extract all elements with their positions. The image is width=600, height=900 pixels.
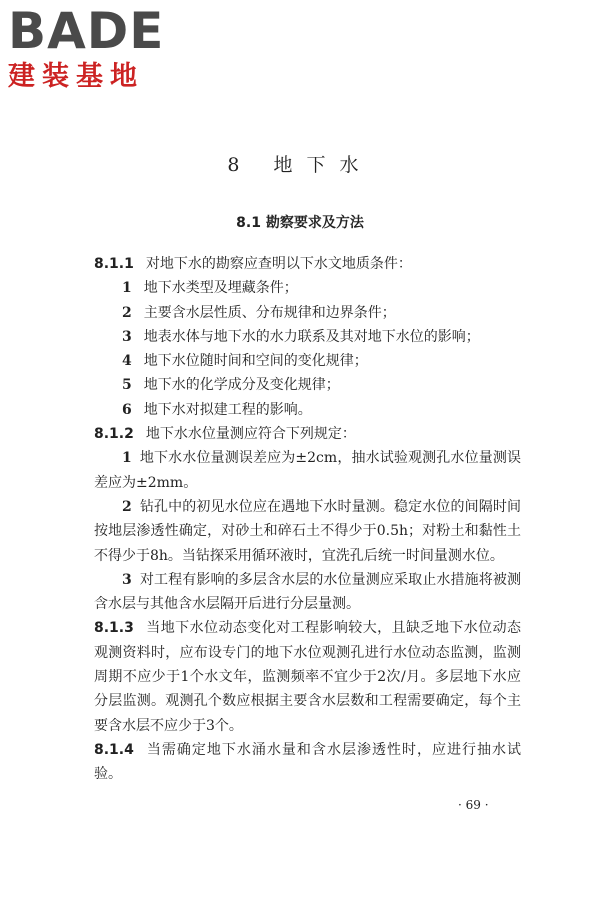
paragraph-item [94, 568, 521, 617]
clause-number: 8.1.2 [94, 426, 134, 443]
list-item [94, 373, 521, 397]
item-text: 地下水类型及埋藏条件； [143, 280, 298, 297]
paragraph-item [94, 446, 521, 495]
item-number: 1 [122, 450, 132, 467]
list-item [94, 325, 521, 349]
clause-text: 当需确定地下水涌水量和含水层渗透性时，应进行抽水试验。 [94, 741, 521, 783]
item-number: 2 [122, 304, 132, 321]
section-title: 8.1 勘察要求及方法 [236, 215, 364, 231]
page-number: · 69 · [458, 798, 489, 812]
clause-text: 当地下水位动态变化对工程影响较大，且缺乏地下水位动态观测资料时，应布设专门的地下水位观测孔进行水位动态监测，监测周期不应少于1个水文年，监测频率不宜少于2次/月。多层地下水应分层监测。观测孔个数应根据主要含水层数和工程需要确定，每个主要含水层不应少于3个。 [94, 620, 521, 734]
item-number: 5 [122, 377, 132, 394]
clause-number: 8.1.4 [94, 741, 134, 758]
item-number: 3 [122, 328, 132, 345]
item-text: 地下水水位量测误差应为±2cm，抽水试验观测孔水位量测误差应为±2mm。 [94, 450, 521, 491]
clause-8-1-2 [94, 422, 521, 446]
list-item [94, 276, 521, 300]
clause-8-1-3 [94, 616, 521, 737]
item-number: 3 [122, 571, 132, 588]
item-text: 地下水对拟建工程的影响。 [143, 401, 312, 418]
chapter-title: 8 地下水 [227, 154, 373, 176]
item-text: 地下水位随时间和空间的变化规律； [143, 353, 368, 370]
list-item [94, 301, 521, 325]
clause-number: 8.1.3 [94, 620, 134, 637]
item-text: 对工程有影响的多层含水层的水位量测应采取止水措施将被测含水层与其他含水层隔开后进行分层量测。 [94, 571, 521, 613]
list-item [94, 349, 521, 373]
clause-number: 8.1.1 [94, 256, 134, 272]
item-number: 6 [122, 401, 132, 418]
item-text: 主要含水层性质、分布规律和边界条件； [143, 304, 396, 321]
clause-8-1-4 [94, 738, 521, 787]
item-number: 4 [122, 353, 132, 370]
bade-logo [8, 4, 178, 94]
logo-subtitle: 建装基地 [8, 61, 144, 92]
item-number: 1 [122, 280, 132, 297]
clause-8-1-1 [94, 252, 521, 276]
item-number: 2 [122, 498, 132, 515]
clause-text: 地下水水位量测应符合下列规定： [145, 426, 356, 443]
item-text: 地表水体与地下水的水力联系及其对地下水位的影响； [143, 328, 480, 345]
item-text: 地下水的化学成分及变化规律； [143, 377, 340, 394]
document-body [94, 252, 521, 787]
list-item [94, 398, 521, 422]
clause-text: 对地下水的勘察应查明以下水文地质条件： [145, 256, 412, 272]
paragraph-item [94, 495, 521, 568]
logo-mark: BADE [8, 2, 165, 60]
item-text: 钻孔中的初见水位应在遇地下水时量测。稳定水位的间隔时间按地层渗透性确定，对砂土和碎石土不得少于0.5h；对粉土和黏性土不得少于8h。当钻探采用循环液时，宜洗孔后统一时间量测水位。 [94, 498, 521, 564]
